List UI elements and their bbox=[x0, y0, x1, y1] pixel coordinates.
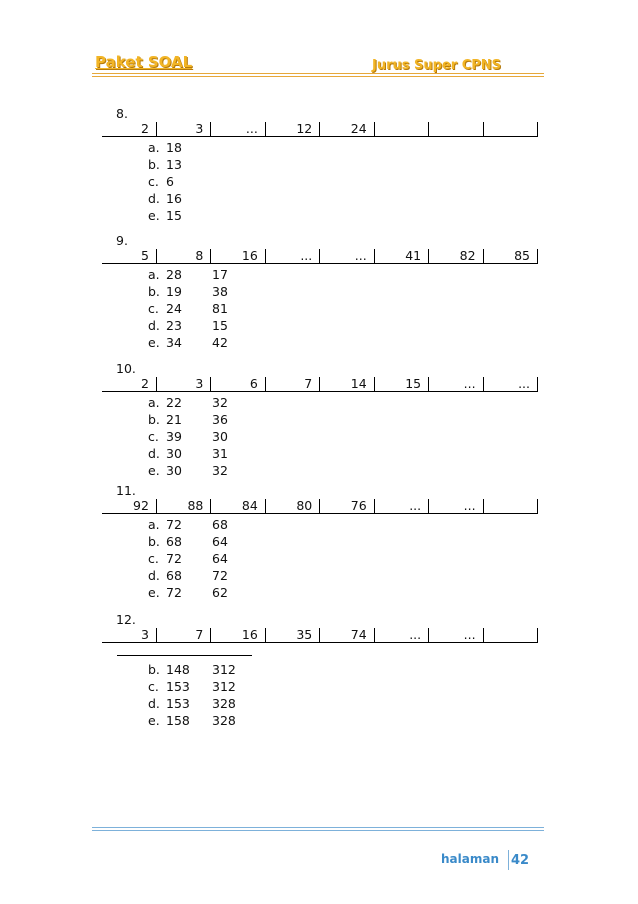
sequence-cell: 8 bbox=[156, 249, 210, 264]
option-letter: e. bbox=[148, 463, 160, 478]
answer-option bbox=[148, 462, 538, 479]
option-letter: e. bbox=[148, 335, 160, 350]
question-number: 8. bbox=[116, 106, 128, 121]
sequence-cell: ... bbox=[374, 628, 428, 643]
option-value-1: 23 bbox=[166, 318, 182, 333]
option-letter: d. bbox=[148, 318, 160, 333]
sequence-cell: ... bbox=[211, 122, 265, 137]
sequence-cell: ... bbox=[429, 377, 483, 392]
option-value-2: 38 bbox=[212, 284, 228, 299]
option-value-2 bbox=[212, 139, 252, 156]
option-value-2: 312 bbox=[212, 662, 236, 677]
answer-options bbox=[148, 139, 538, 224]
sequence-table bbox=[102, 499, 538, 514]
sequence-cell bbox=[483, 122, 537, 137]
answer-option bbox=[148, 445, 538, 462]
option-value-1: 39 bbox=[166, 429, 182, 444]
sequence-cell: 15 bbox=[374, 377, 428, 392]
option-value-1: 13 bbox=[166, 157, 182, 172]
answer-option bbox=[148, 317, 538, 334]
option-value-2: 64 bbox=[212, 534, 228, 549]
sequence-row bbox=[102, 122, 538, 137]
option-value-1: 30 bbox=[166, 446, 182, 461]
sequence-cell: 14 bbox=[320, 377, 374, 392]
sequence-cell: 2 bbox=[102, 122, 156, 137]
sequence-cell: 88 bbox=[156, 499, 210, 514]
answer-option bbox=[148, 207, 538, 224]
answer-option bbox=[148, 550, 538, 567]
answer-option bbox=[148, 283, 538, 300]
option-value-1: 148 bbox=[166, 662, 190, 677]
footer-rule bbox=[92, 827, 544, 828]
option-value-2: 42 bbox=[212, 335, 228, 350]
answer-option bbox=[148, 695, 538, 712]
option-letter: b. bbox=[148, 662, 160, 677]
option-value-2: 312 bbox=[212, 679, 236, 694]
answer-options bbox=[148, 516, 538, 601]
option-value-1: 30 bbox=[166, 463, 182, 478]
header-rule bbox=[92, 76, 544, 77]
question-number: 11. bbox=[116, 483, 136, 498]
option-letter: b. bbox=[148, 412, 160, 427]
option-value-1: 6 bbox=[166, 174, 174, 189]
answer-option bbox=[148, 661, 538, 678]
sequence-cell bbox=[429, 122, 483, 137]
answer-option bbox=[148, 411, 538, 428]
option-value-1: 28 bbox=[166, 267, 182, 282]
footer-separator bbox=[508, 850, 509, 870]
sequence-cell: 6 bbox=[211, 377, 265, 392]
question-9 bbox=[102, 232, 538, 351]
option-letter: d. bbox=[148, 696, 160, 711]
answer-option bbox=[148, 156, 538, 173]
option-value-2: 328 bbox=[212, 713, 236, 728]
answer-options bbox=[148, 266, 538, 351]
option-value-1: 19 bbox=[166, 284, 182, 299]
answer-option bbox=[148, 678, 538, 695]
sequence-cell: 16 bbox=[211, 628, 265, 643]
question-number: 12. bbox=[116, 612, 136, 627]
sequence-cell bbox=[374, 122, 428, 137]
option-letter: c. bbox=[148, 679, 159, 694]
option-letter: d. bbox=[148, 446, 160, 461]
option-value-1: 15 bbox=[166, 208, 182, 223]
option-letter: a. bbox=[148, 267, 160, 282]
sequence-cell: ... bbox=[429, 499, 483, 514]
footer-rule bbox=[92, 830, 544, 831]
option-letter: a. bbox=[148, 517, 160, 532]
option-letter: b. bbox=[148, 534, 160, 549]
sequence-cell: 80 bbox=[265, 499, 319, 514]
option-value-1: 68 bbox=[166, 534, 182, 549]
option-value-1: 16 bbox=[166, 191, 182, 206]
option-value-1: 72 bbox=[166, 551, 182, 566]
footer-label: halaman bbox=[441, 852, 499, 866]
page-number: 42 bbox=[511, 853, 530, 868]
option-letter: c. bbox=[148, 551, 159, 566]
option-value-2: 30 bbox=[212, 429, 228, 444]
answer-option bbox=[148, 712, 538, 729]
sequence-cell: ... bbox=[483, 377, 537, 392]
question-12 bbox=[102, 611, 538, 729]
option-value-1: 158 bbox=[166, 713, 190, 728]
sequence-cell bbox=[483, 499, 537, 514]
answer-option bbox=[148, 190, 538, 207]
option-value-2 bbox=[212, 156, 252, 173]
option-letter: a. bbox=[148, 395, 160, 410]
sequence-cell: 3 bbox=[156, 377, 210, 392]
option-value-1: 68 bbox=[166, 568, 182, 583]
option-letter: c. bbox=[148, 174, 159, 189]
option-letter: a. bbox=[148, 140, 160, 155]
answer-option bbox=[148, 428, 538, 445]
question-12-underline bbox=[117, 655, 252, 656]
answer-option bbox=[148, 173, 538, 190]
option-value-2: 81 bbox=[212, 301, 228, 316]
option-letter: e. bbox=[148, 208, 160, 223]
answer-option bbox=[148, 139, 538, 156]
option-value-2: 72 bbox=[212, 568, 228, 583]
option-letter: d. bbox=[148, 568, 160, 583]
sequence-row bbox=[102, 499, 538, 514]
option-value-2: 68 bbox=[212, 517, 228, 532]
option-value-2: 32 bbox=[212, 395, 228, 410]
sequence-row bbox=[102, 377, 538, 392]
sequence-cell: ... bbox=[320, 249, 374, 264]
option-value-2 bbox=[212, 190, 252, 207]
answer-option bbox=[148, 516, 538, 533]
sequence-cell: ... bbox=[429, 628, 483, 643]
option-value-2: 15 bbox=[212, 318, 228, 333]
answer-option bbox=[148, 567, 538, 584]
sequence-table bbox=[102, 249, 538, 264]
option-letter: e. bbox=[148, 713, 160, 728]
sequence-cell: 12 bbox=[265, 122, 319, 137]
question-10 bbox=[102, 360, 538, 479]
option-letter: c. bbox=[148, 429, 159, 444]
option-value-2: 31 bbox=[212, 446, 228, 461]
sequence-cell: 92 bbox=[102, 499, 156, 514]
option-value-1: 34 bbox=[166, 335, 182, 350]
sequence-cell: 16 bbox=[211, 249, 265, 264]
option-value-1: 22 bbox=[166, 395, 182, 410]
sequence-cell: 5 bbox=[102, 249, 156, 264]
option-value-2 bbox=[212, 173, 252, 190]
question-11 bbox=[102, 482, 538, 601]
sequence-cell: 3 bbox=[102, 628, 156, 643]
sequence-cell: 3 bbox=[156, 122, 210, 137]
sequence-table bbox=[102, 122, 538, 137]
sequence-cell: 35 bbox=[265, 628, 319, 643]
answer-option bbox=[148, 334, 538, 351]
option-letter: c. bbox=[148, 301, 159, 316]
sequence-cell: 2 bbox=[102, 377, 156, 392]
sequence-cell bbox=[483, 628, 537, 643]
sequence-table bbox=[102, 628, 538, 643]
option-letter: e. bbox=[148, 585, 160, 600]
sequence-row bbox=[102, 249, 538, 264]
sequence-cell: 84 bbox=[211, 499, 265, 514]
sequence-cell: 7 bbox=[265, 377, 319, 392]
answer-option bbox=[148, 394, 538, 411]
option-value-2: 62 bbox=[212, 585, 228, 600]
sequence-cell: 24 bbox=[320, 122, 374, 137]
option-letter: b. bbox=[148, 157, 160, 172]
sequence-cell: 41 bbox=[374, 249, 428, 264]
option-letter: d. bbox=[148, 191, 160, 206]
answer-option bbox=[148, 266, 538, 283]
header-right-title: Jurus Super CPNS bbox=[372, 58, 502, 73]
option-value-1: 72 bbox=[166, 517, 182, 532]
question-number: 10. bbox=[116, 361, 136, 376]
sequence-cell: 82 bbox=[429, 249, 483, 264]
answer-options bbox=[148, 394, 538, 479]
sequence-cell: 85 bbox=[483, 249, 537, 264]
answer-options bbox=[148, 661, 538, 729]
sequence-cell: 74 bbox=[320, 628, 374, 643]
sequence-cell: ... bbox=[265, 249, 319, 264]
sequence-table bbox=[102, 377, 538, 392]
sequence-cell: 7 bbox=[156, 628, 210, 643]
option-value-2: 17 bbox=[212, 267, 228, 282]
option-value-2 bbox=[212, 207, 252, 224]
option-value-2: 36 bbox=[212, 412, 228, 427]
option-value-2: 32 bbox=[212, 463, 228, 478]
option-value-1: 24 bbox=[166, 301, 182, 316]
option-value-2: 64 bbox=[212, 551, 228, 566]
sequence-cell: ... bbox=[374, 499, 428, 514]
sequence-cell: 76 bbox=[320, 499, 374, 514]
question-8 bbox=[102, 105, 538, 224]
sequence-row bbox=[102, 628, 538, 643]
option-value-1: 153 bbox=[166, 696, 190, 711]
option-value-1: 21 bbox=[166, 412, 182, 427]
answer-option bbox=[148, 584, 538, 601]
answer-option bbox=[148, 533, 538, 550]
header-left-title: Paket SOAL bbox=[95, 53, 193, 71]
option-value-1: 153 bbox=[166, 679, 190, 694]
answer-option bbox=[148, 300, 538, 317]
option-value-1: 18 bbox=[166, 140, 182, 155]
option-value-2: 328 bbox=[212, 696, 236, 711]
header-rule bbox=[92, 73, 544, 74]
option-letter: b. bbox=[148, 284, 160, 299]
option-value-1: 72 bbox=[166, 585, 182, 600]
question-number: 9. bbox=[116, 233, 128, 248]
